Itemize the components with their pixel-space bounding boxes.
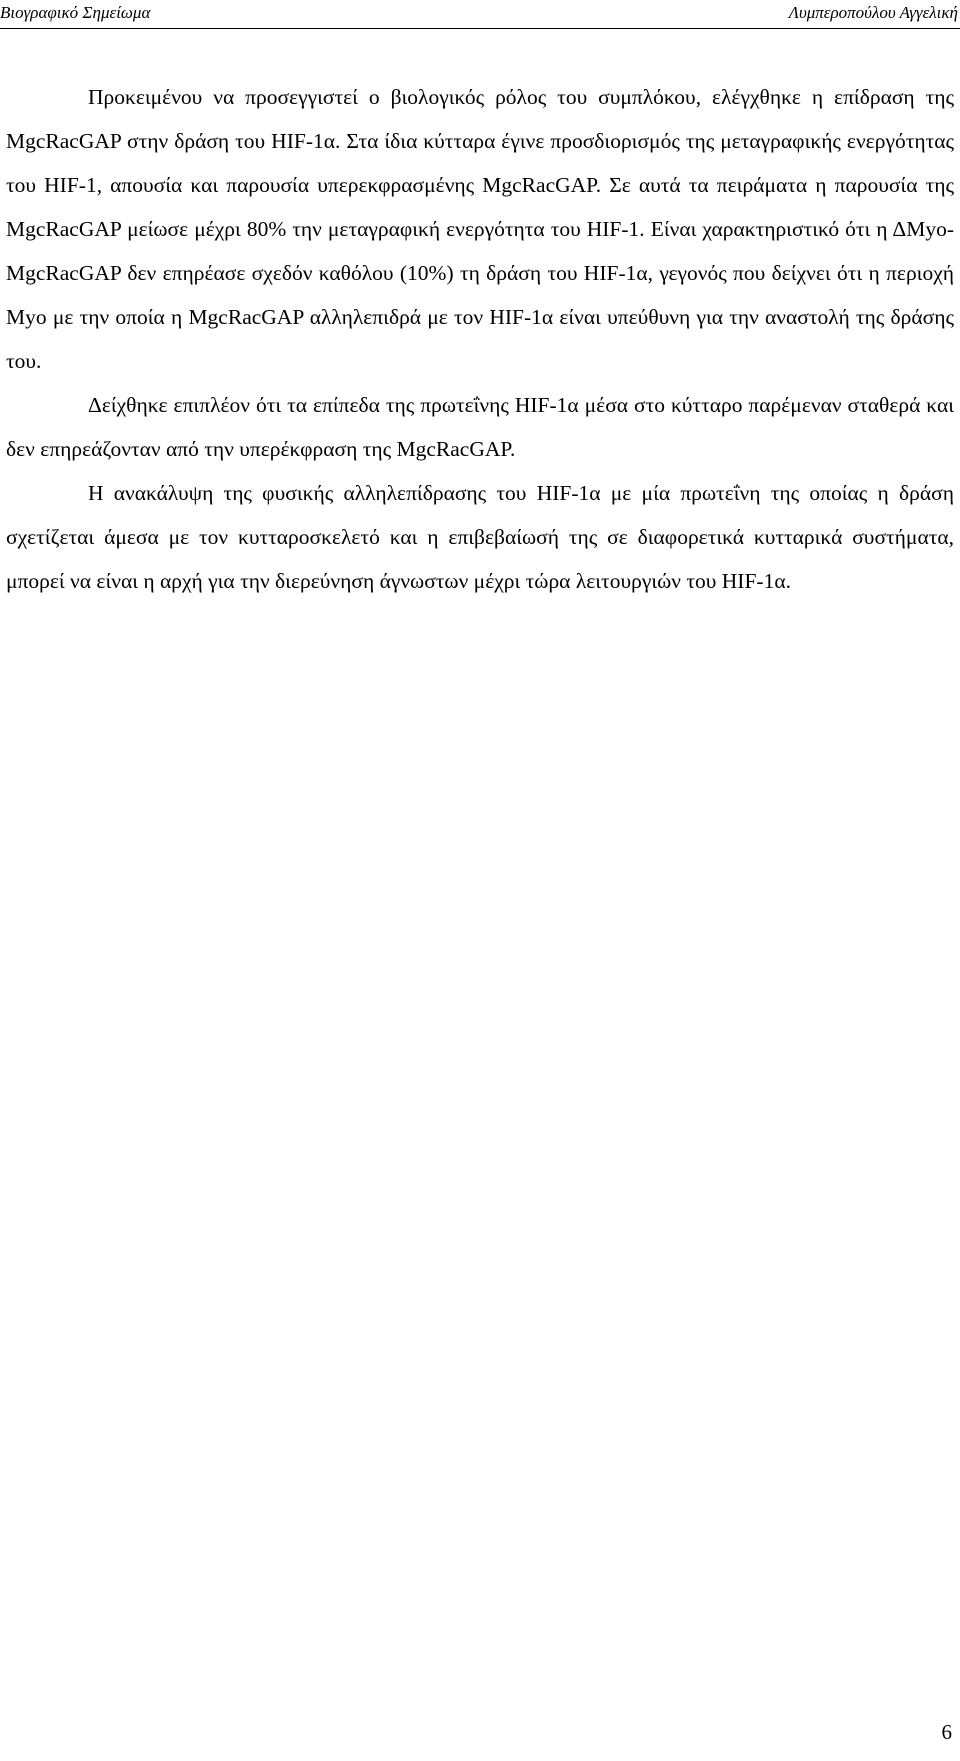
header-author: Λυμπεροπούλου Αγγελική xyxy=(788,3,958,22)
page-number: 6 xyxy=(941,1720,952,1744)
paragraph: Προκειμένου να προσεγγιστεί ο βιολογικός ρόλος του συμπλόκου, ελέγχθηκε η επίδραση της MgcRacGAP στην δράση του HIF-1α. Στα ίδια κύτταρα έγινε προσδιορισμός της μεταγραφικής ενεργότητας του HIF-1, απουσία και παρουσία υπερεκφρασμένης MgcRacGAP. Σε αυτά τα πειράματα η παρουσία της MgcRacGAP μείωσε μέχρι 80% την μεταγραφική ενεργότητα του HIF-1. Είναι χαρακτηριστικό ότι η ΔMyo-MgcRacGAP δεν επηρέασε σχεδόν καθόλου (10%) τη δράση του HIF-1α, γεγονός που δείχνει ότι η περιοχή Myo με την οποία η MgcRacGAP αλληλεπιδρά με τον HIF-1α είναι υπεύθυνη για την αναστολή της δράσης του. xyxy=(6,85,954,373)
header-title: Βιογραφικό Σημείωμα xyxy=(0,3,151,22)
body-text xyxy=(6,75,954,603)
page-header xyxy=(0,0,960,29)
paragraph: Η ανακάλυψη της φυσικής αλληλεπίδρασης του HIF-1α με μία πρωτεΐνη της οποίας η δράση σχετίζεται άμεσα με τον κυτταροσκελετό και η επιβεβαίωσή της σε διαφορετικά κυτταρικά συστήματα, μπορεί να είναι η αρχή για την διερεύνηση άγνωστων μέχρι τώρα λειτουργιών του HIF-1α. xyxy=(6,481,954,593)
paragraph: Δείχθηκε επιπλέον ότι τα επίπεδα της πρωτεΐνης HIF-1α μέσα στο κύτταρο παρέμεναν σταθερά και δεν επηρεάζονταν από την υπερέκφραση της MgcRacGAP. xyxy=(6,393,954,461)
